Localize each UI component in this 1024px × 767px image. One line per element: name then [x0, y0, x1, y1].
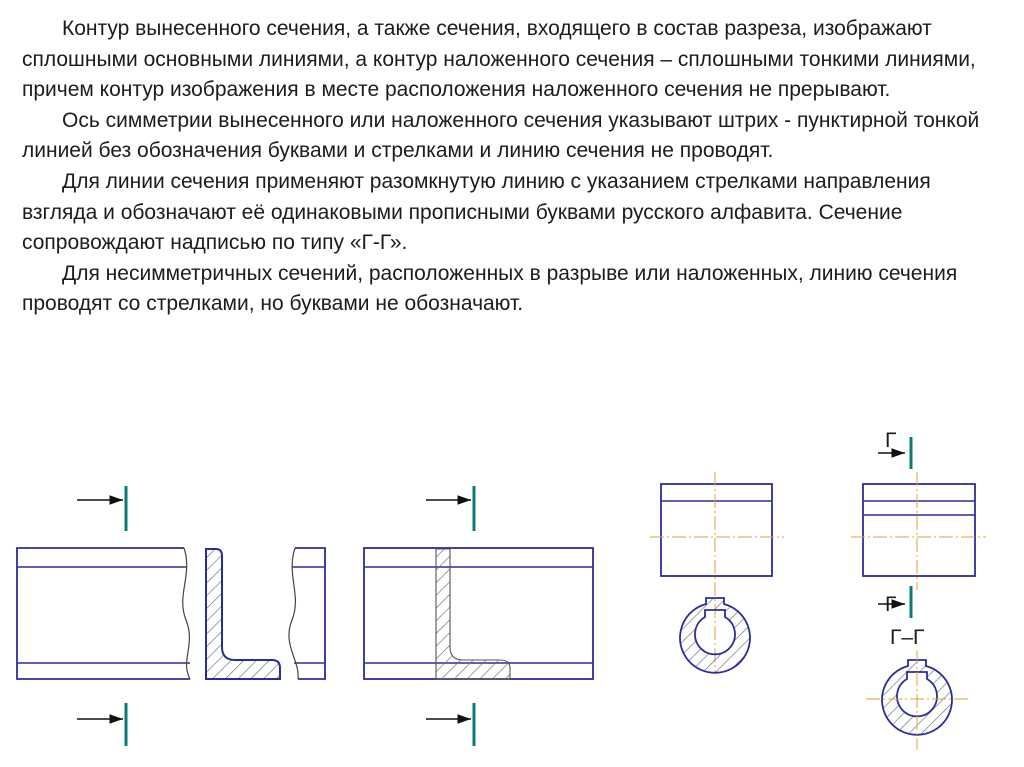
paragraph-2: Ось симметрии вынесенного или наложенного сечения указывают штрих - пунктирной тонкой линией без обозначения буквами и стрелками и линию сечения не проводят. — [22, 108, 980, 163]
paragraph-3: Для линии сечения применяют разомкнутую линию с указанием стрелками направления взгляда и обозначают её одинаковыми прописными буквами русского алфавита. Сечение сопровождают надписью по типу «Г-Г». — [22, 169, 931, 255]
cutting-line-marker-top-2 — [426, 486, 474, 531]
paragraph-1: Контур вынесенного сечения, а также сечения, входящего в состав разреза, изображают сплошными основными линиями, а контур наложенного сечения – сплошными тонкими линиями, причем контур изображения в месте расположения наложенного сечения не прерывают. — [22, 17, 976, 102]
figure-removed-section — [17, 486, 325, 746]
cut-letter-bottom: Г — [885, 593, 897, 616]
shaft-view-2 — [863, 484, 975, 576]
figure-superimposed-section — [364, 486, 593, 746]
paragraph-4: Для несимметричных сечений, расположенных в разрыве или наложенных, линию сечения проводят со стрелками, но буквами не обозначают. — [22, 261, 958, 316]
figure-shaft-removed — [650, 472, 784, 673]
removed-section-l-profile — [206, 549, 280, 679]
figure-shaft-labeled — [851, 429, 986, 750]
shaft-view — [661, 484, 772, 576]
superimposed-section-l-profile — [436, 549, 510, 679]
cutting-line-marker-bottom-2 — [426, 703, 474, 746]
part-outline-right-fragment — [292, 548, 325, 679]
cutting-line-marker-bottom — [77, 703, 126, 746]
cutting-line-marker-top — [77, 486, 126, 531]
part-outline — [17, 548, 190, 679]
cut-letter-top: Г — [885, 429, 897, 452]
section-title: Г–Г — [890, 626, 925, 649]
